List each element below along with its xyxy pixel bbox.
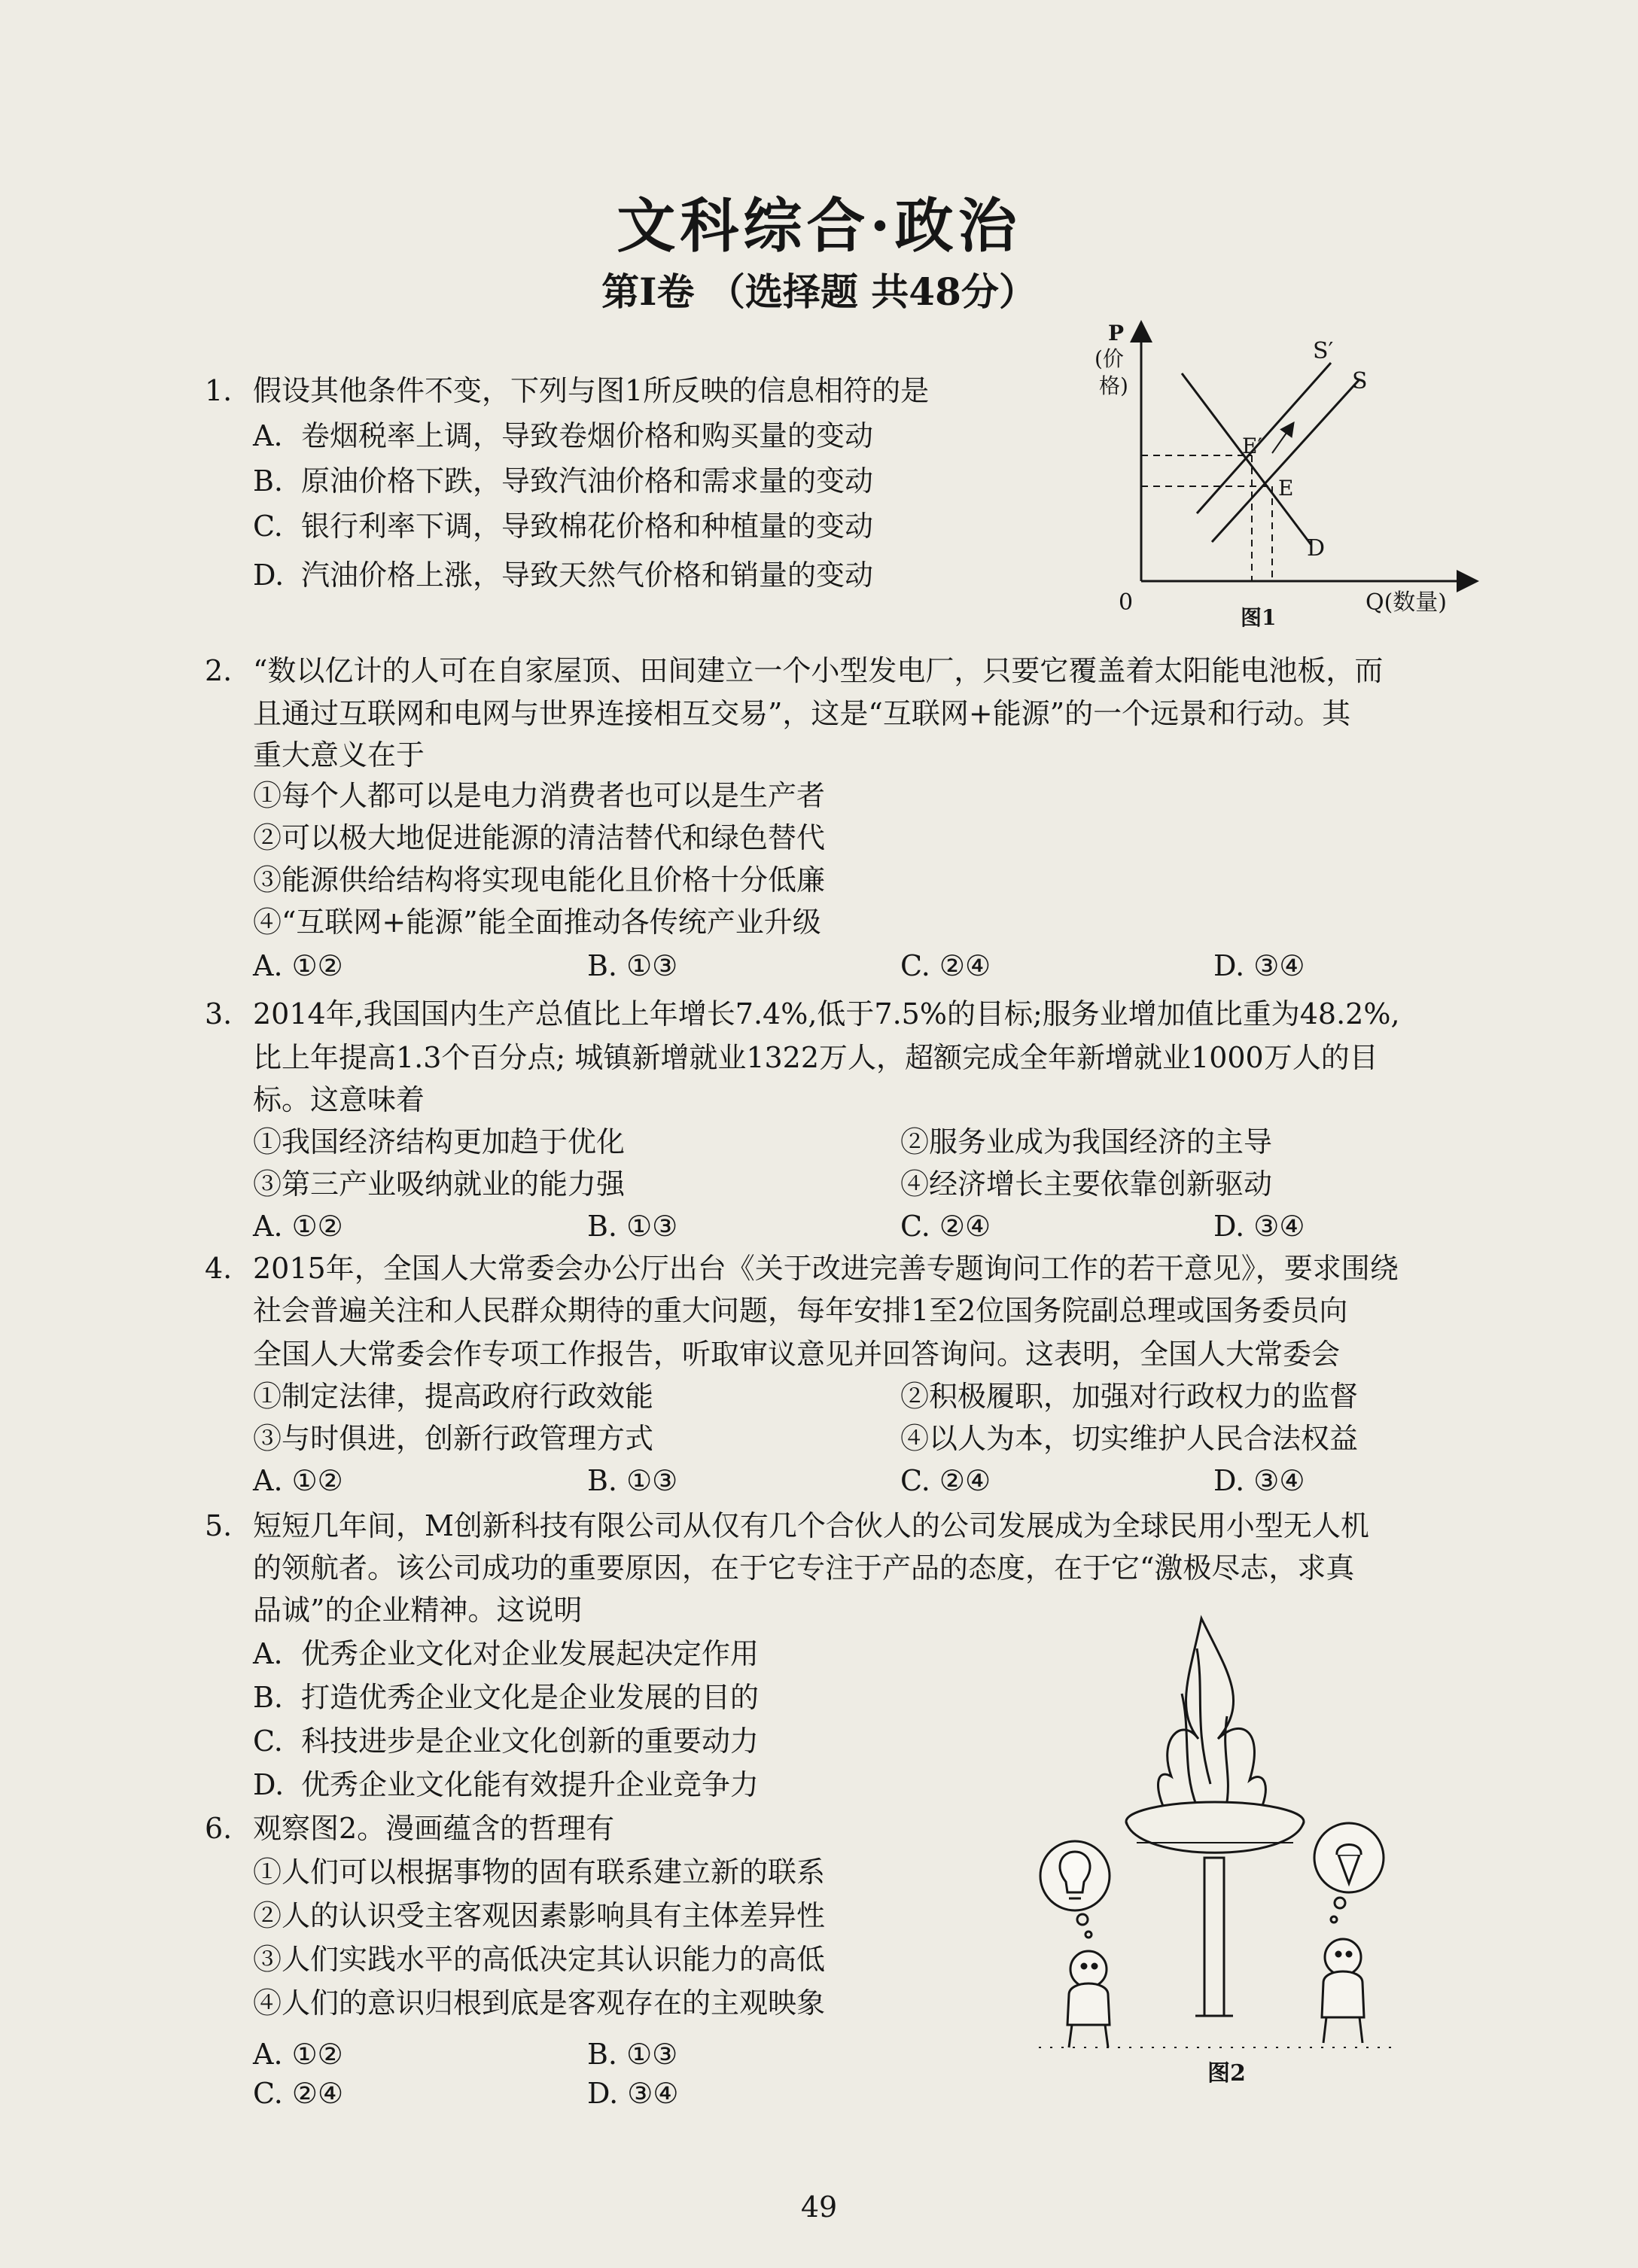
y-axis-label: 格) (1099, 373, 1128, 398)
option-text: 银行利率下调，导致棉花价格和种植量的变动 (301, 510, 874, 543)
option-text: 优秀企业文化能有效提升企业竞争力 (301, 1768, 760, 1801)
statement: ③与时俱进，创新行政管理方式 (253, 1422, 654, 1455)
point-label-e: E (1278, 476, 1294, 501)
answer-choice: B. ①③ (587, 1464, 678, 1497)
statement: ①人们可以根据事物的固有联系建立新的联系 (253, 1855, 826, 1889)
question-stem: 重大意义在于 (253, 738, 425, 772)
figure-1-diagram (1091, 316, 1513, 632)
question-number: 6. (205, 1812, 233, 1845)
option-letter: B. (253, 1681, 284, 1714)
option-letter: D. (253, 559, 285, 592)
option-text: 打造优秀企业文化是企业发展的目的 (301, 1681, 760, 1714)
question-stem: 2014年,我国国内生产总值比上年增长7.4%,低于7.5%的目标;服务业增加值比重为48.2%, (253, 997, 1400, 1030)
statement: ③能源供给结构将实现电能化且价格十分低廉 (253, 863, 826, 897)
curve-label-d: D (1307, 535, 1326, 562)
figure-1-caption: 图1 (1241, 605, 1277, 630)
question-stem: 2015年，全国人大常委会办公厅出台《关于改进完善专题询问工作的若干意见》，要求围绕 (253, 1252, 1399, 1285)
question-number: 4. (205, 1252, 233, 1285)
section-subtitle: 第Ⅰ卷 （选择题 共48分） (601, 269, 1037, 314)
page-title: 文科综合·政治 (617, 192, 1021, 260)
statement: ④人们的意识归根到底是客观存在的主观映象 (253, 1986, 826, 2020)
shift-arrow (1272, 428, 1290, 453)
question-stem: 全国人大常委会作专项工作报告，听取审议意见并回答询问。这表明，全国人大常委会 (253, 1338, 1341, 1371)
curve-label-s: S (1352, 368, 1368, 394)
answer-choice: C. ②④ (900, 1464, 991, 1497)
torch-pole (1204, 1858, 1224, 2016)
answer-choice: C. ②④ (900, 949, 991, 982)
supply-curve-s-prime (1197, 363, 1331, 513)
statement: ②服务业成为我国经济的主导 (900, 1125, 1273, 1158)
question-number: 3. (205, 997, 233, 1030)
option-letter: A. (253, 419, 283, 452)
question-stem: 比上年提高1.3个百分点; 城镇新增就业1322万人，超额完成全年新增就业1000万人的目 (253, 1041, 1378, 1074)
question-stem: 社会普遍关注和人民群众期待的重大问题，每年安排1至2位国务院副总理或国务委员向 (253, 1294, 1348, 1327)
answer-choice: C. ②④ (900, 1210, 991, 1243)
y-axis-label: P (1108, 321, 1125, 346)
x-axis-label: Q(数量) (1366, 589, 1448, 616)
question-stem: 且通过互联网和电网与世界连接相互交易”，这是“互联网+能源”的一个远景和行动。其 (253, 697, 1351, 730)
answer-choice: B. ①③ (587, 1210, 678, 1243)
option-text: 优秀企业文化对企业发展起决定作用 (301, 1637, 760, 1670)
question-stem: 短短几年间，M创新科技有限公司从仅有几个合伙人的公司发展成为全球民用小型无人机 (253, 1509, 1369, 1542)
statement: ④以人为本，切实维护人民合法权益 (900, 1422, 1359, 1455)
statement: ④经济增长主要依靠创新驱动 (900, 1167, 1273, 1201)
option-text: 原油价格下跌，导致汽油价格和需求量的变动 (301, 464, 874, 498)
option-text: 汽油价格上涨，导致天然气价格和销量的变动 (301, 559, 874, 592)
answer-choice: D. ③④ (1213, 1210, 1305, 1243)
answer-choice: B. ①③ (587, 2038, 678, 2071)
statement: ③人们实践水平的高低决定其认识能力的高低 (253, 1943, 826, 1976)
answer-choice: D. ③④ (587, 2077, 679, 2110)
question-stem: 的领航者。该公司成功的重要原因，在于它专注于产品的态度，在于它“激极尽志，求真 (253, 1551, 1355, 1585)
question-stem: 假设其他条件不变，下列与图1所反映的信息相符的是 (253, 374, 930, 407)
y-axis-label: (价 (1095, 346, 1124, 371)
question-stem: 品诚”的企业精神。这说明 (253, 1594, 583, 1627)
answer-choice: C. ②④ (253, 2077, 344, 2110)
statement: ①我国经济结构更加趋于优化 (253, 1125, 626, 1158)
torch-bowl (1126, 1822, 1304, 1852)
torch-illustration (1126, 1618, 1304, 2016)
statement: ②积极履职，加强对行政权力的监督 (900, 1380, 1359, 1413)
question-stem: 观察图2。漫画蕴含的哲理有 (253, 1812, 615, 1845)
statement: ④“互联网+能源”能全面推动各传统产业升级 (253, 906, 821, 939)
right-figure (1322, 1939, 1364, 2043)
option-text: 科技进步是企业文化创新的重要动力 (301, 1725, 760, 1758)
answer-choice: D. ③④ (1213, 949, 1305, 982)
origin-label: 0 (1119, 589, 1134, 616)
option-letter: B. (253, 464, 284, 498)
statement: ②可以极大地促进能源的清洁替代和绿色替代 (253, 821, 826, 854)
statement: ②人的认识受主客观因素影响具有主体差异性 (253, 1899, 826, 1932)
supply-curve-s (1212, 379, 1359, 542)
answer-choice: D. ③④ (1213, 1464, 1305, 1497)
statement: ①每个人都可以是电力消费者也可以是生产者 (253, 779, 826, 812)
question-number: 5. (205, 1509, 233, 1542)
question-stem: 标。这意味着 (253, 1083, 425, 1116)
statement: ③第三产业吸纳就业的能力强 (253, 1167, 626, 1201)
question-number: 1. (205, 374, 233, 407)
answer-choice: B. ①③ (587, 949, 678, 982)
left-figure (1067, 1951, 1110, 2047)
answer-choice: A. ①② (253, 1210, 343, 1243)
option-letter: D. (253, 1768, 285, 1801)
figure-2-cartoon (1024, 1603, 1415, 2085)
option-letter: A. (253, 1637, 283, 1670)
figure-2-caption: 图2 (1207, 2060, 1246, 2085)
question-stem: “数以亿计的人可在自家屋顶、田间建立一个小型发电厂，只要它覆盖着太阳能电池板，而 (253, 654, 1384, 687)
option-letter: C. (253, 1725, 283, 1758)
point-label-e-prime: E′ (1242, 434, 1262, 458)
option-letter: C. (253, 510, 283, 543)
torch-flame (1158, 1618, 1266, 1814)
option-text: 卷烟税率上调，导致卷烟价格和购买量的变动 (301, 419, 874, 452)
question-number: 2. (205, 654, 233, 687)
answer-choice: A. ①② (253, 949, 343, 982)
answer-choice: A. ①② (253, 2038, 343, 2071)
curve-label-s-prime: S′ (1313, 338, 1334, 364)
statement: ①制定法律，提高政府行政效能 (253, 1380, 654, 1413)
answer-choice: A. ①② (253, 1464, 343, 1497)
page-number: 49 (800, 2190, 838, 2224)
